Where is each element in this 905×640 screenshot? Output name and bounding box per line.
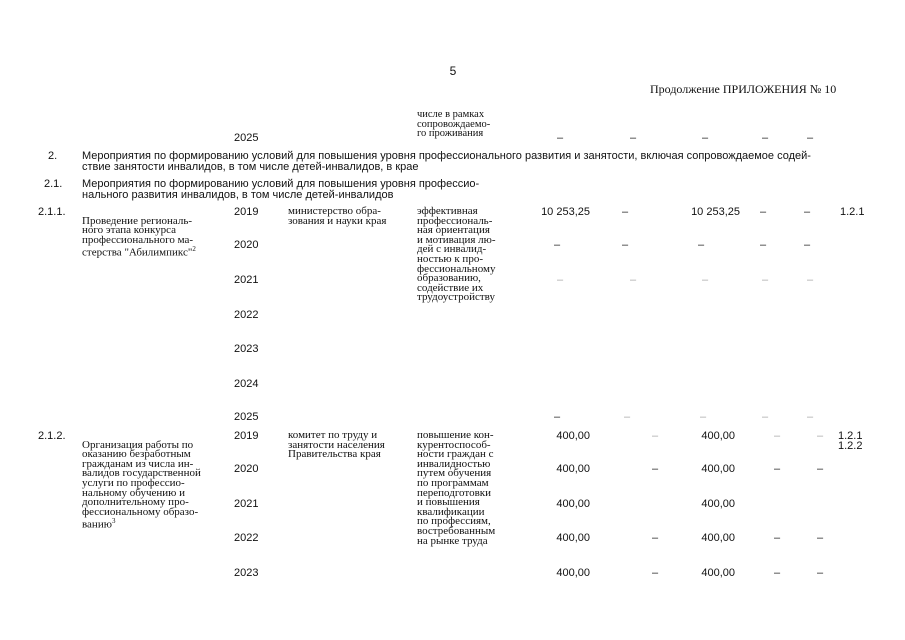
row-2-1-2-2022-other: – <box>816 532 824 544</box>
row-2-1-1-2020-local: – <box>759 239 767 251</box>
row-2-1-1-year-2020: 2020 <box>234 239 259 251</box>
row-2-1-1-2025-other: – <box>806 411 814 423</box>
row-2-1-2-indicator: 1.2.1 1.2.2 <box>838 430 863 452</box>
row-2-1-1-2020-other: – <box>803 239 811 251</box>
section-2-1-title: Мероприятия по формированию условий для повышения уровня профессио- нального развития инвалидов, в том числе детей-инвалидов <box>82 178 480 201</box>
row-2-1-2-year-2023: 2023 <box>234 567 259 579</box>
section-2-title: Мероприятия по формированию условий для повышения уровня профессионального развития и занятости, включая сопровождаемое содей- ствие занятости инвалидов, в том числе детей-инвалидов, в крае <box>82 150 811 173</box>
row-2-1-1-year-2024: 2024 <box>234 378 259 390</box>
section-2-1-number: 2.1. <box>44 178 63 190</box>
row-2-1-2-year-2019: 2019 <box>234 430 259 442</box>
row-2-1-2-2023-local: – <box>773 567 781 579</box>
row-2-1-2-2019-other: – <box>816 430 824 442</box>
row-2-1-1-year-2021: 2021 <box>234 274 259 286</box>
row-2-1-2-year-2020: 2020 <box>234 463 259 475</box>
row-2-1-2-2022-federal: – <box>651 532 659 544</box>
carry-total: – <box>556 132 564 144</box>
row-2-1-2-2020-regional: 400,00 <box>701 463 735 475</box>
section-2-number: 2. <box>48 150 58 162</box>
row-2-1-2-2022-total: 400,00 <box>556 532 590 544</box>
row-2-1-1-executor: министерство обра- зования и науки края <box>288 205 387 227</box>
row-2-1-1-result: эффективная профессиональ- ная ориентация и мотивация лю- дей с инвалид- ностью к про- фессиональному образованию, содействие их трудоустройству <box>417 205 496 304</box>
row-2-1-1-2019-local: – <box>759 206 767 218</box>
row-2-1-1-2019-regional: 10 253,25 <box>691 206 740 218</box>
row-2-1-1-2021-local: – <box>761 274 769 286</box>
row-2-1-1-2025-regional: – <box>699 411 707 423</box>
continuation-label: Продолжение ПРИЛОЖЕНИЯ № 10 <box>650 82 837 96</box>
row-2-1-1-2020-regional: – <box>697 239 705 251</box>
row-2-1-1-2019-other: – <box>803 206 811 218</box>
row-2-1-2-year-2021: 2021 <box>234 498 259 510</box>
footnote-3: 3 <box>111 517 116 526</box>
row-2-1-2-2023-federal: – <box>651 567 659 579</box>
row-2-1-2-2019-local: – <box>773 430 781 442</box>
row-2-1-1-2021-other: – <box>806 274 814 286</box>
row-2-1-2-2020-local: – <box>773 463 781 475</box>
row-2-1-2-2023-regional: 400,00 <box>701 567 735 579</box>
row-2-1-1-2025-total: – <box>553 411 561 423</box>
row-2-1-2-result: повышение кон- курентоспособ- ности граждан с инвалидностью путем обучения по программам переподготовки и повышения квалификации по профессиям, востребованным на рынке труда <box>417 429 496 547</box>
row-2-1-1-year-2019: 2019 <box>234 206 259 218</box>
carry-local: – <box>761 132 769 144</box>
row-2-1-1-year-2023: 2023 <box>234 343 259 355</box>
row-2-1-2-2023-total: 400,00 <box>556 567 590 579</box>
row-2-1-2-2023-other: – <box>816 567 824 579</box>
row-2-1-2-2021-regional: 400,00 <box>701 498 735 510</box>
row-2-1-2-2021-total: 400,00 <box>556 498 590 510</box>
row-2-1-2-name-text: Организация работы по оказанию безработным гражданам из числа ин- валидов государственной услуги по профессио- нальному обучению и дополнительному про- фессиональному образо- ванию <box>82 438 201 531</box>
carry-other: – <box>806 132 814 144</box>
row-2-1-1-2020-total: – <box>553 239 561 251</box>
row-2-1-2-name <box>82 431 201 531</box>
carry-federal: – <box>629 132 637 144</box>
row-2-1-1-2021-regional: – <box>701 274 709 286</box>
row-2-1-2-2022-local: – <box>773 532 781 544</box>
row-2-1-1-name-text: Проведение региональ- ного этапа конкурса профессионального ма- стерства "Абилимпикс" <box>82 214 193 260</box>
row-2-1-1-2021-total: – <box>556 274 564 286</box>
row-2-1-2-2020-federal: – <box>651 463 659 475</box>
page-number: 5 <box>449 64 457 78</box>
row-2-1-1-2020-federal: – <box>621 239 629 251</box>
row-2-1-1-number: 2.1.1. <box>38 206 66 218</box>
row-2-1-1-name <box>82 207 196 259</box>
row-2-1-1-2025-federal: – <box>623 411 631 423</box>
row-2-1-1-year-2025: 2025 <box>234 411 259 423</box>
row-2-1-2-2019-regional: 400,00 <box>701 430 735 442</box>
carry-regional: – <box>701 132 709 144</box>
row-2-1-1-indicator: 1.2.1 <box>840 206 865 218</box>
row-2-1-2-2019-federal: – <box>651 430 659 442</box>
footnote-2: 2 <box>192 245 196 254</box>
row-2-1-2-number: 2.1.2. <box>38 430 66 442</box>
carry-result-text: числе в рамках сопровождаемо- го проживания <box>417 109 491 140</box>
row-2-1-2-2019-total: 400,00 <box>556 430 590 442</box>
row-2-1-1-year-2022: 2022 <box>234 309 259 321</box>
row-2-1-2-2022-regional: 400,00 <box>701 532 735 544</box>
carry-year: 2025 <box>234 132 259 144</box>
row-2-1-1-2025-local: – <box>761 411 769 423</box>
row-2-1-1-2019-total: 10 253,25 <box>541 206 590 218</box>
row-2-1-1-2019-federal: – <box>621 206 629 218</box>
row-2-1-2-2020-total: 400,00 <box>556 463 590 475</box>
row-2-1-2-executor: комитет по труду и занятости населения Правительства края <box>288 429 385 461</box>
row-2-1-2-year-2022: 2022 <box>234 532 259 544</box>
row-2-1-1-2021-federal: – <box>629 274 637 286</box>
row-2-1-2-2020-other: – <box>816 463 824 475</box>
